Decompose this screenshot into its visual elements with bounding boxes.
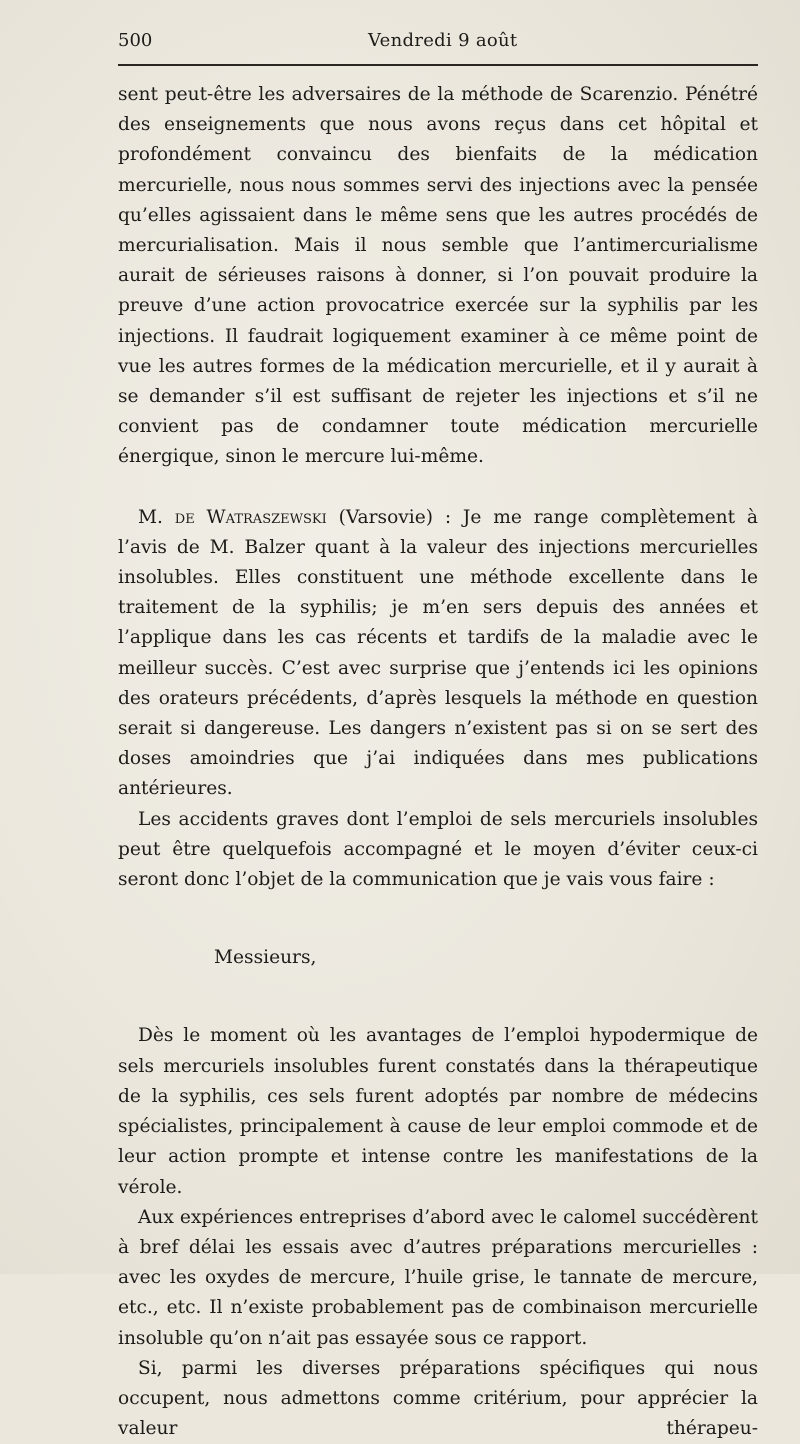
header-rule [118,64,758,66]
paragraph-continuation: sent peut-être les adversaires de la méthode de Scarenzio. Pénétré des enseignements que nous avons reçus dans cet hôpital et profondément convaincu des bienfaits de la médication mercurielle, nous nous sommes servi des injections avec la pensée qu’elles agissaient dans le même sens que les autres procédés de mercurialisation. Mais il nous semble que l’antimercurialisme aurait de sérieuses raisons à donner, si l’on pouvait produire la preuve d’une action provocatrice exercée sur la syphilis par les injections. Il faudrait logiquement examiner à ce même point de vue les autres formes de la médication mercurielle, et il y aurait à se demander s’il est suffisant de rejeter les injections et s’il ne convient pas de condamner toute médication mercurielle énergique, sinon le mercure lui-même. [118,84,758,468]
page-header [118,26,758,58]
page-number: 500 [118,30,153,51]
speaker-remarks: (Varsovie) : Je me range complètement à l’avis de M. Balzer quant à la valeur des injections mercurielles insolubles. Elles constituent une méthode excellente dans le traitement de la syphilis; je m’en sers depuis des années et l’applique dans les cas récents et tardifs de la maladie avec le meilleur succès. C’est avec surprise que j’entends ici les opinions des orateurs précédents, d’après lesquels la méthode en question serait si dangereuse. Les dangers n’existent pas si on se sert des doses amoindries que j’ai indiquées dans mes publications antérieures. [118,506,758,800]
paragraph-criterium: Si, parmi les diverses préparations spécifiques qui nous occupent, nous admettons comme critérium, pour apprécier la valeur thérapeu- [118,1357,758,1440]
body-text [118,80,758,1444]
paragraph-watraszewski [118,503,758,805]
paragraph-advantages: Dès le moment où les avantages de l’emploi hypodermique de sels mercuriels insolubles furent constatés dans la thérapeutique de la syphilis, ces sels furent adoptés par nombre de médecins spécialistes, principalement à cause de leur emploi commode et de leur action prompte et intense contre les manifestations de la vérole. [118,1025,758,1198]
speaker-prefix: M. [138,506,175,528]
paragraph-experiments: Aux expériences entreprises d’abord avec le calomel succédèrent à bref délai les essais avec d’autres préparations mercurielles : avec les oxydes de mercure, l’huile grise, le tannate de mercure, etc., etc. Il n’existe probablement pas de combinaison mercurielle insoluble qu’on n’ait pas essayée sous ce rapport. [118,1206,758,1349]
speaker-name: de Watraszewski [174,506,327,528]
running-head: Vendredi 9 août [368,30,518,51]
paragraph-accidents: Les accidents graves dont l’emploi de sels mercuriels insolubles peut être quelquefois accompagné et le moyen d’éviter ceux-ci seront donc l’objet de la communication que je vais vous faire : [118,808,758,891]
salutation: Messieurs, [214,947,317,969]
